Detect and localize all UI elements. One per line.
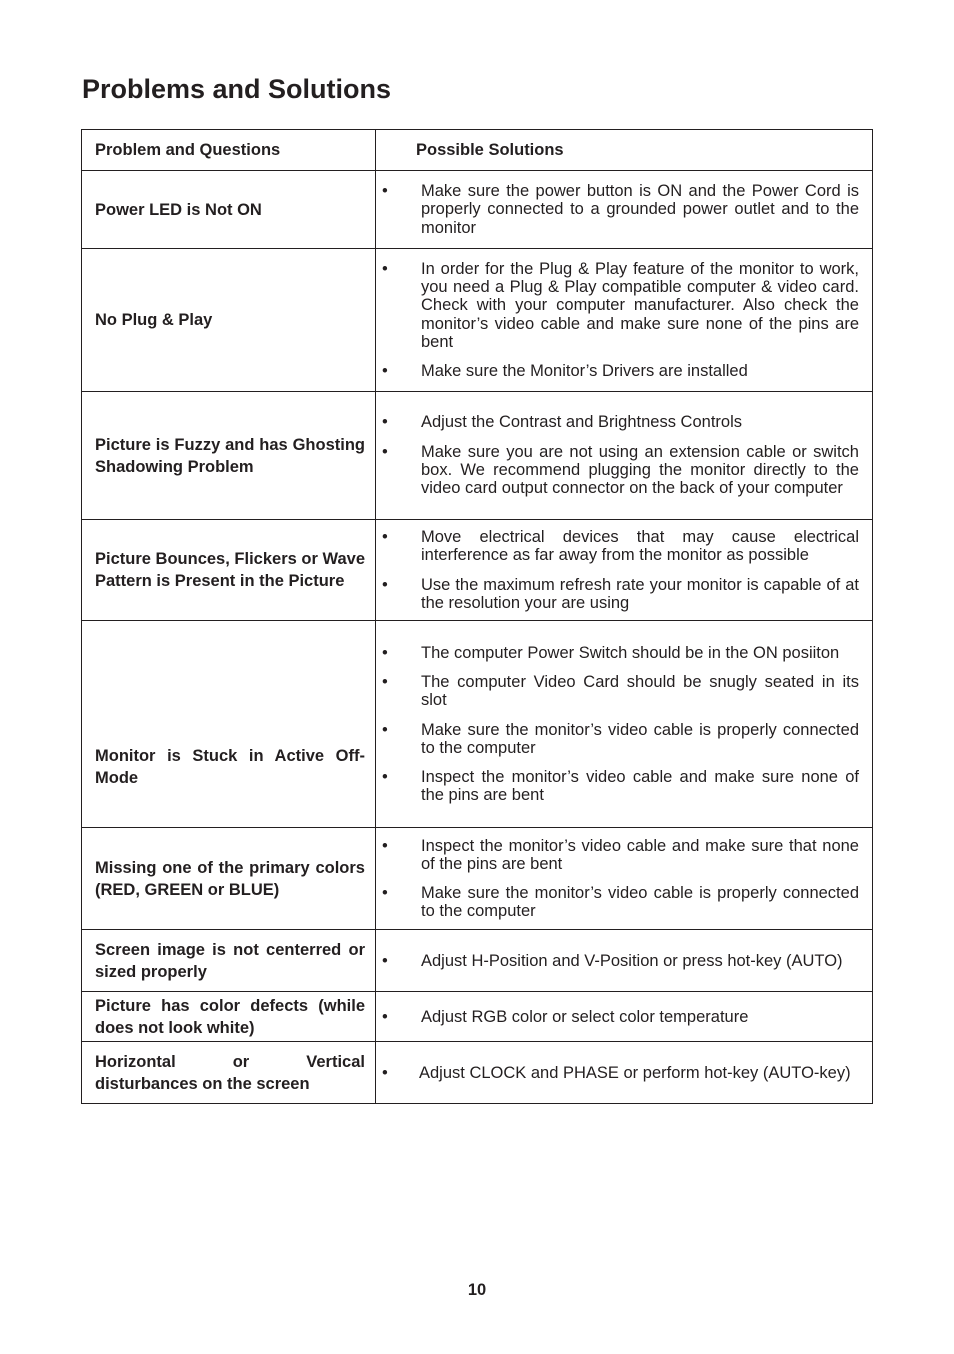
table-row: [82, 392, 873, 520]
solution-text: The computer Video Card should be snugly seated in its slot: [421, 672, 859, 710]
solution-text: Make sure the power button is ON and the Power Cord is properly connected to a grounded power outlet and to the monitor: [421, 182, 859, 237]
table-header-row: [82, 130, 873, 171]
solution-item: [376, 182, 859, 237]
solution-text: Adjust the Contrast and Brightness Controls: [421, 413, 743, 432]
solution-cell: [376, 171, 873, 249]
solution-item: [376, 884, 859, 921]
solution-cell: [376, 392, 873, 520]
bullet-icon: •: [382, 951, 388, 970]
solution-item: [376, 1008, 859, 1026]
bullet-icon: •: [382, 672, 388, 691]
solution-list: [376, 952, 859, 970]
bullet-icon: •: [382, 259, 388, 278]
problem-cell: Screen image is not centerred or sized properly: [82, 930, 376, 992]
solution-text: Make sure the Monitor’s Drivers are installed: [421, 362, 748, 381]
problem-cell: Picture Bounces, Flickers or Wave Pattern is Present in the Picture: [82, 520, 376, 621]
problem-cell: Missing one of the primary colors (RED, GREEN or BLUE): [82, 828, 376, 930]
solution-item: [376, 837, 859, 874]
solution-list: [376, 644, 859, 805]
bullet-icon: •: [382, 643, 388, 662]
solution-item: [376, 768, 859, 805]
solution-text: Use the maximum refresh rate your monitor is capable of at the resolution your are using: [421, 575, 859, 612]
solution-list: [376, 413, 859, 497]
solution-text: In order for the Plug & Play feature of the monitor to work, you need a Plug & Play compatible computer & video card. Check with your computer manufacturer. Also check the monitor’s video cable and make sure none of the pins are bent: [421, 259, 859, 351]
problem-cell: Power LED is Not ON: [82, 171, 376, 249]
solution-cell: [376, 992, 873, 1042]
solution-text: Adjust RGB color or select color temperature: [421, 1007, 749, 1026]
problem-cell: Picture is Fuzzy and has Ghosting Shadowing Problem: [82, 392, 376, 520]
solution-item: [376, 952, 859, 970]
solution-cell: [376, 828, 873, 930]
solution-text: Move electrical devices that may cause electrical interference as far away from the monitor as possible: [421, 528, 859, 565]
bullet-icon: •: [382, 836, 388, 855]
bullet-icon: •: [382, 413, 388, 432]
solution-text: Make sure the monitor’s video cable is properly connected to the computer: [421, 720, 859, 757]
solution-item: [376, 673, 859, 710]
solution-text: Inspect the monitor’s video cable and make sure that none of the pins are bent: [421, 836, 859, 873]
table-row: [82, 520, 873, 621]
solution-item: [376, 1064, 859, 1082]
solution-item: [376, 413, 859, 431]
solution-item: [376, 721, 859, 758]
solution-text: Make sure the monitor’s video cable is properly connected to the computer: [421, 884, 859, 921]
problem-cell: Picture has color defects (while does not look white): [82, 992, 376, 1042]
solution-text: Adjust H-Position and V-Position or press hot-key (AUTO): [421, 951, 843, 970]
table-row: [82, 930, 873, 992]
problem-cell: No Plug & Play: [82, 249, 376, 392]
solution-item: [376, 576, 859, 613]
solution-list: [376, 182, 859, 237]
bullet-icon: •: [382, 1007, 388, 1026]
page-number: 10: [467, 1281, 487, 1299]
solution-list: [376, 1008, 859, 1026]
bullet-icon: •: [382, 528, 388, 546]
bullet-icon: •: [382, 442, 388, 461]
solution-text: Inspect the monitor’s video cable and make sure none of the pins are bent: [421, 768, 859, 805]
bullet-icon: •: [382, 884, 388, 903]
solution-text: Adjust CLOCK and PHASE or perform hot-key (AUTO-key): [419, 1063, 851, 1082]
bullet-icon: •: [382, 182, 388, 201]
table-row: [82, 1042, 873, 1104]
solution-cell: [376, 520, 873, 621]
bullet-icon: •: [382, 720, 388, 739]
solution-list: [376, 260, 859, 381]
bullet-icon: •: [382, 362, 388, 381]
solution-item: [376, 528, 859, 565]
table-row: [82, 828, 873, 930]
solution-list: [376, 837, 859, 921]
solution-list: [376, 528, 859, 612]
table-row: [82, 171, 873, 249]
solution-cell: [376, 1042, 873, 1104]
page-title: Problems and Solutions: [82, 74, 392, 104]
solution-item: [376, 443, 859, 498]
solution-item: [376, 362, 859, 380]
table-row: [82, 621, 873, 828]
header-problem: Problem and Questions: [82, 130, 376, 171]
solution-cell: [376, 621, 873, 828]
solution-list: [376, 1064, 859, 1082]
bullet-icon: •: [382, 768, 388, 787]
solution-text: The computer Power Switch should be in the ON posiiton: [421, 643, 840, 662]
table-row: [82, 992, 873, 1042]
bullet-icon: •: [382, 575, 388, 594]
solution-cell: [376, 249, 873, 392]
solution-cell: [376, 930, 873, 992]
bullet-icon: •: [382, 1063, 388, 1082]
table-row: [82, 249, 873, 392]
problem-cell: Horizontal or Vertical disturbances on the screen: [82, 1042, 376, 1104]
problems-solutions-table: [81, 129, 873, 1104]
solution-item: [376, 644, 859, 662]
solution-item: [376, 260, 859, 351]
header-solution: Possible Solutions: [376, 130, 873, 171]
solution-text: Make sure you are not using an extension cable or switch box. We recommend plugging the monitor directly to the video card output connector on the back of your computer: [421, 442, 859, 498]
problem-cell: Monitor is Stuck in Active Off-Mode: [82, 621, 376, 828]
